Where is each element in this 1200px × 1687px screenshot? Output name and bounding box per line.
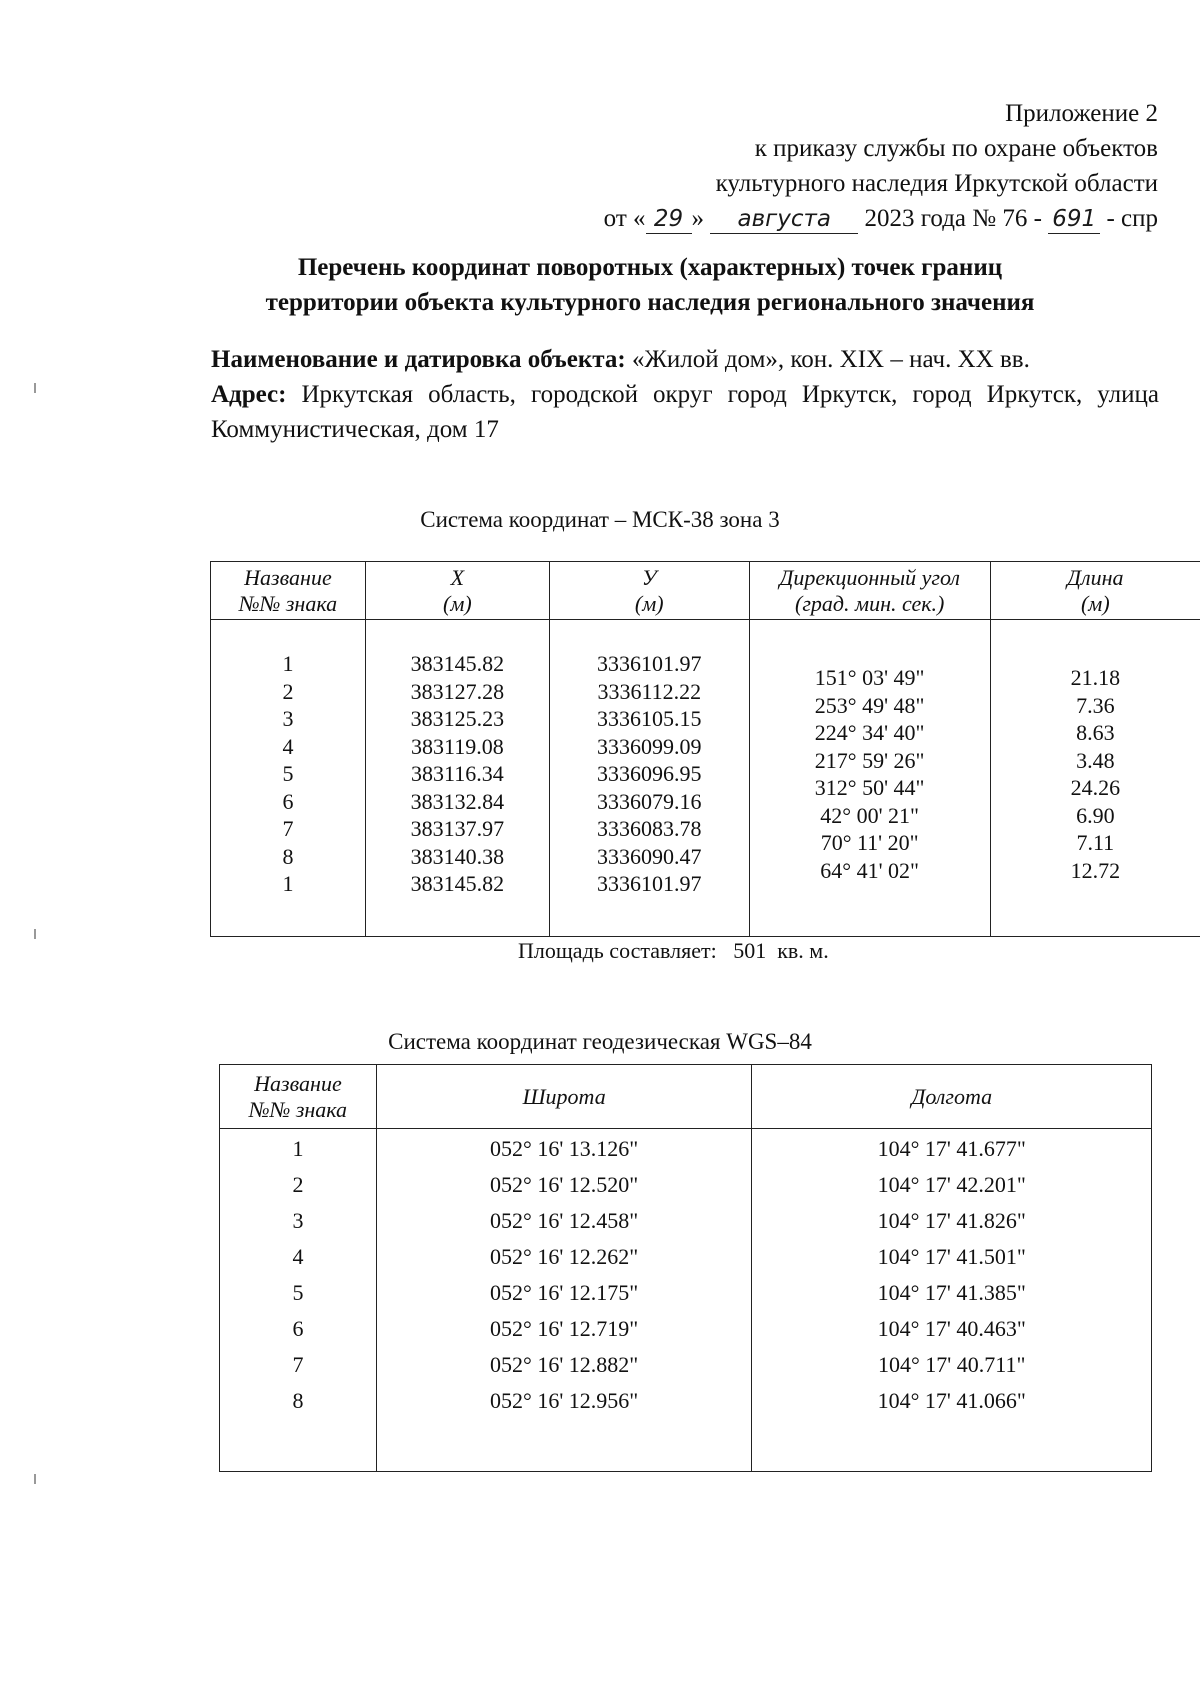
header-x: X (м) xyxy=(365,562,549,620)
margin-mark xyxy=(34,383,36,393)
object-info xyxy=(211,342,1159,447)
direction-angle: 42° 00' 21" xyxy=(820,802,920,828)
point-number: 6 xyxy=(220,1311,377,1347)
latitude-value: 052° 16' 13.126" xyxy=(376,1129,752,1168)
direction-angle: 151° 03' 49" xyxy=(814,665,925,690)
latitude-value: 052° 16' 12.262" xyxy=(376,1239,752,1275)
empty-cell xyxy=(752,1419,1152,1472)
wgs-caption: Система координат геодезическая WGS–84 xyxy=(388,1029,812,1054)
direction-angle: 224° 34' 40" xyxy=(814,720,925,745)
latitude-value: 052° 16' 12.175" xyxy=(376,1275,752,1311)
y-value: 3336101.97 xyxy=(597,871,702,896)
point-number: 4 xyxy=(282,733,294,759)
handwritten-order-number: 691 xyxy=(1048,205,1100,234)
title-line: территории объекта культурного наследия регионального значения xyxy=(265,289,1035,316)
direction-angle: 64° 41' 02" xyxy=(820,857,920,883)
point-number: 2 xyxy=(282,678,294,704)
table-padding-row xyxy=(220,1419,1152,1472)
point-number: 2 xyxy=(220,1167,377,1203)
point-number: 7 xyxy=(220,1347,377,1383)
object-address-line xyxy=(211,377,1159,447)
segment-length: 12.72 xyxy=(1070,857,1121,883)
margin-mark xyxy=(34,1474,36,1484)
address-label: Адрес: xyxy=(211,381,287,408)
point-number: 1 xyxy=(282,871,294,896)
x-value: 383145.82 xyxy=(410,651,505,676)
area-value: 501 xyxy=(733,938,767,963)
table-row xyxy=(220,1129,1152,1168)
table-row xyxy=(220,1275,1152,1311)
date-prefix: от « xyxy=(603,205,646,232)
area-unit: кв. м. xyxy=(777,938,829,963)
y-value: 3336099.09 xyxy=(597,733,702,759)
appendix-line: культурного наследия Иркутской области xyxy=(715,170,1158,197)
direction-angle: 253° 49' 48" xyxy=(814,692,925,718)
longitude-value: 104° 17' 41.826" xyxy=(752,1203,1152,1239)
x-column xyxy=(365,620,549,937)
header-y: У (м) xyxy=(549,562,749,620)
object-name-value: «Жилой дом», кон. XIX – нач. XX вв. xyxy=(631,346,1030,373)
empty-cell xyxy=(376,1419,752,1472)
segment-length: 6.90 xyxy=(1076,802,1115,828)
document-title xyxy=(150,250,1150,320)
handwritten-month: августа xyxy=(710,205,858,234)
y-value: 3336090.47 xyxy=(597,843,702,869)
segment-length: 21.18 xyxy=(1070,665,1121,690)
x-value: 383140.38 xyxy=(410,843,505,869)
point-number: 1 xyxy=(282,651,294,676)
point-number: 3 xyxy=(220,1203,377,1239)
segment-length: 8.63 xyxy=(1076,720,1115,745)
longitude-value: 104° 17' 40.711" xyxy=(752,1347,1152,1383)
header-length: Длина (м) xyxy=(990,562,1200,620)
address-value: Иркутская область, городской округ город Иркутск, город Иркутск, улица Коммунистическая, дом 17 xyxy=(211,381,1160,443)
table-row xyxy=(220,1203,1152,1239)
latitude-value: 052° 16' 12.719" xyxy=(376,1311,752,1347)
point-number: 8 xyxy=(220,1383,377,1419)
latitude-value: 052° 16' 12.458" xyxy=(376,1203,752,1239)
y-value: 3336112.22 xyxy=(597,678,702,704)
appendix-header xyxy=(604,96,1158,236)
point-number: 1 xyxy=(220,1129,377,1168)
point-number: 8 xyxy=(282,843,294,869)
x-value: 383132.84 xyxy=(410,788,505,814)
msk-coordinates-table xyxy=(210,561,1200,937)
latitude-value: 052° 16' 12.956" xyxy=(376,1383,752,1419)
segment-length: 24.26 xyxy=(1070,775,1121,800)
order-suffix: - спр xyxy=(1106,205,1158,232)
direction-angle: 70° 11' 20" xyxy=(820,830,919,855)
angle-column xyxy=(749,620,990,937)
table-row xyxy=(220,1167,1152,1203)
latitude-value: 052° 16' 12.882" xyxy=(376,1347,752,1383)
point-number: 6 xyxy=(282,788,294,814)
segment-length: 3.48 xyxy=(1076,747,1115,773)
order-date-line xyxy=(604,201,1158,236)
y-value: 3336105.15 xyxy=(597,706,702,731)
y-column xyxy=(549,620,749,937)
table-body-row xyxy=(211,620,1200,937)
longitude-value: 104° 17' 42.201" xyxy=(752,1167,1152,1203)
point-number: 5 xyxy=(282,761,294,786)
handwritten-day: 29 xyxy=(646,205,692,234)
appendix-line: к приказу службы по охране объектов xyxy=(754,135,1158,162)
wgs-coordinates-table xyxy=(219,1064,1152,1472)
table-header-row xyxy=(211,562,1200,620)
appendix-line: Приложение 2 xyxy=(1005,100,1158,127)
length-column xyxy=(990,620,1200,937)
point-number: 5 xyxy=(220,1275,377,1311)
latitude-value: 052° 16' 12.520" xyxy=(376,1167,752,1203)
longitude-value: 104° 17' 41.066" xyxy=(752,1383,1152,1419)
empty-cell xyxy=(220,1419,377,1472)
longitude-value: 104° 17' 40.463" xyxy=(752,1311,1152,1347)
longitude-value: 104° 17' 41.501" xyxy=(752,1239,1152,1275)
table-row xyxy=(220,1383,1152,1419)
segment-length: 7.36 xyxy=(1076,692,1115,718)
header-latitude: Широта xyxy=(376,1065,752,1129)
object-name-label: Наименование и датировка объекта: xyxy=(211,346,626,373)
margin-mark xyxy=(34,929,36,939)
header-point-name: Название №№ знака xyxy=(220,1065,377,1129)
area-line xyxy=(518,938,829,964)
x-value: 383145.82 xyxy=(410,871,505,896)
x-value: 383127.28 xyxy=(410,678,505,704)
header-longitude: Долгота xyxy=(752,1065,1152,1129)
table-header-row xyxy=(220,1065,1152,1129)
y-value: 3336096.95 xyxy=(597,761,702,786)
msk-caption: Система координат – МСК-38 зона 3 xyxy=(420,507,780,532)
date-mid: » xyxy=(691,205,705,232)
point-number: 7 xyxy=(282,816,294,841)
y-value: 3336101.97 xyxy=(597,651,702,676)
y-value: 3336079.16 xyxy=(597,788,702,814)
object-name-line xyxy=(211,342,1159,377)
x-value: 383125.23 xyxy=(410,706,505,731)
table-row xyxy=(220,1347,1152,1383)
point-number-column xyxy=(211,620,366,937)
direction-angle: 312° 50' 44" xyxy=(814,775,925,800)
point-number: 4 xyxy=(220,1239,377,1275)
x-value: 383137.97 xyxy=(410,816,505,841)
y-value: 3336083.78 xyxy=(597,816,702,841)
longitude-value: 104° 17' 41.677" xyxy=(752,1129,1152,1168)
header-angle: Дирекционный угол (град. мин. сек.) xyxy=(749,562,990,620)
table-row xyxy=(220,1239,1152,1275)
header-point-name: Название №№ знака xyxy=(211,562,366,620)
area-label: Площадь составляет: xyxy=(518,938,717,963)
date-suffix: 2023 года № 76 - xyxy=(864,205,1042,232)
direction-angle: 217° 59' 26" xyxy=(814,747,925,773)
table-row xyxy=(220,1311,1152,1347)
x-value: 383119.08 xyxy=(411,733,504,759)
segment-length: 7.11 xyxy=(1076,830,1115,855)
longitude-value: 104° 17' 41.385" xyxy=(752,1275,1152,1311)
title-line: Перечень координат поворотных (характерных) точек границ xyxy=(297,254,1003,281)
x-value: 383116.34 xyxy=(411,761,504,786)
point-number: 3 xyxy=(282,706,294,731)
